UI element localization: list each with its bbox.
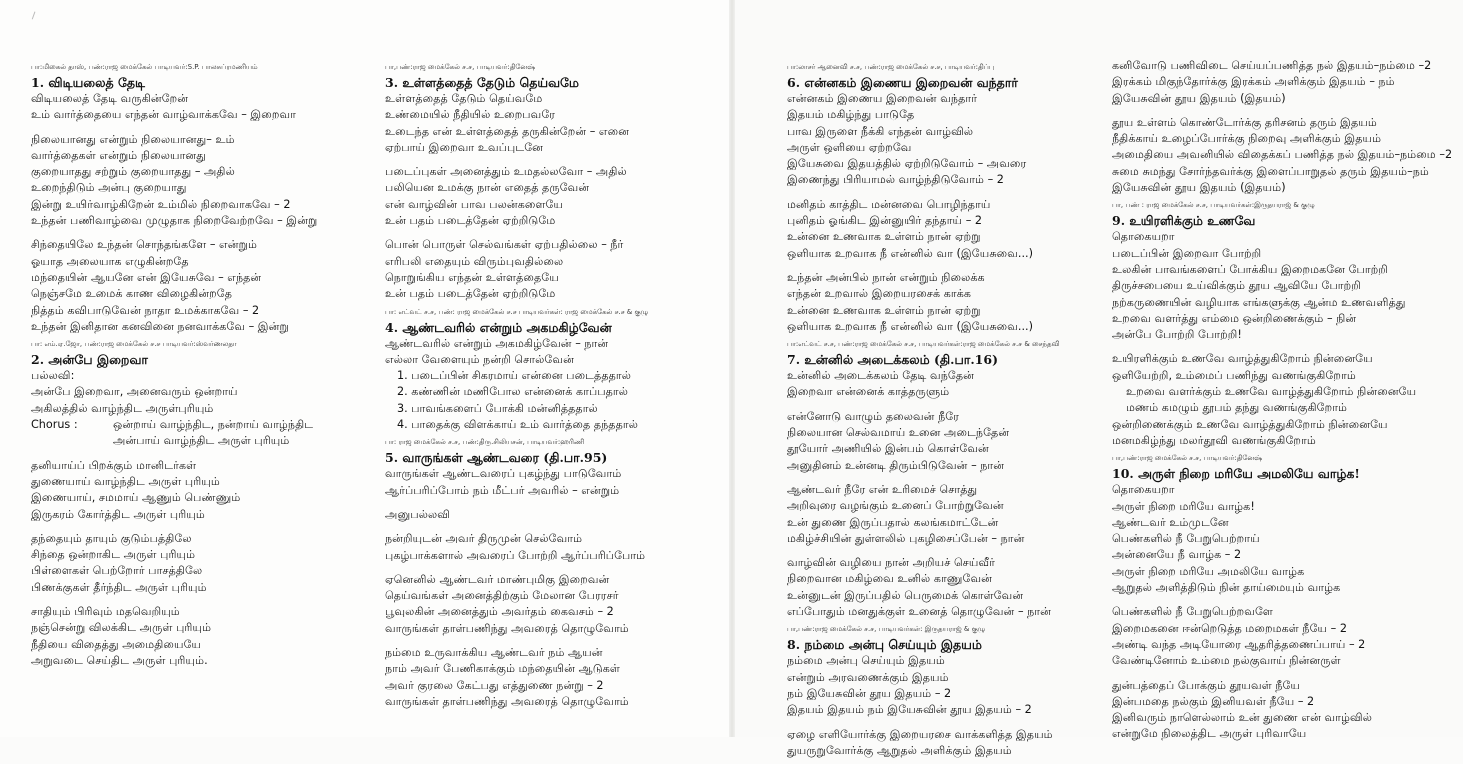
- lyric-line: தூய உள்ளம் கொண்டோர்க்கு தரிசனம் தரும் இதயம்: [1112, 115, 1377, 129]
- numbered-list: [385, 368, 725, 433]
- column-4: [1112, 58, 1460, 748]
- lyric-line: நொறுங்கிய எந்தன் உள்ளத்தையே: [385, 270, 559, 284]
- thogaiyara-label: தொகையறா: [1112, 483, 1175, 497]
- lyric-line: இணையாய், சமமாய் ஆணும் பெண்ணும்: [31, 491, 241, 505]
- lyric-line: ஏற்பாய் இறைவா உவப்புடனே: [385, 140, 544, 154]
- lyric-line: நித்தம் கவிபாடுவேன் நாதா உமக்காகவே – 2: [31, 303, 260, 317]
- lyric-line: பலியென உமக்கு நான் எதைத் தருவேன்: [385, 181, 590, 195]
- lyric-line: மனமகிழ்ந்து மலர்தூவி வணங்குகிறோம்: [1112, 433, 1316, 447]
- lyric-line: எந்தன் உறவால் இறையரசைக் காக்க: [787, 287, 972, 301]
- lyric-line: உறவை வளர்த்து எம்மை ஒன்றிணைக்கும் – நின்: [1112, 311, 1357, 325]
- lyric-line: விடியலைத் தேடி வருகின்றேன்: [31, 92, 189, 105]
- song-lyrics: [31, 450, 371, 670]
- lyric-line: ஒளியேற்றி, உம்மைப் பணிந்து வணங்குகிறோம்: [1112, 368, 1356, 382]
- lyric-line: நெஞ்சமே உமைக் காண விழைகின்றதே: [31, 287, 233, 301]
- lyric-line: அவர் குரலை கேட்பது எத்துணை நன்று – 2: [385, 678, 604, 692]
- pallavi-label: பல்லவி:: [31, 369, 75, 383]
- lyric-line: எல்லா வேளையும் நன்றி சொல்வேன்: [385, 352, 574, 366]
- lyric-line: நிலையான செல்வமாய் உனை அடைந்தேன்: [787, 426, 1010, 440]
- song-lyrics: [787, 653, 1127, 759]
- song-lyrics: [385, 336, 725, 369]
- lyric-line: சுமை சுமந்து சோர்ந்தவர்க்கு இளைப்பாறுதல் தரும் இதயம்–நம்: [1112, 164, 1429, 178]
- song-lyrics: [385, 466, 725, 499]
- lyric-line: சிந்தையிலே உந்தன் சொந்தங்களே – என்றும்: [31, 238, 257, 252]
- stanza-break: [31, 523, 371, 531]
- lyric-line: நம் இயேசுவின் தூய இதயம் – 2: [787, 686, 952, 700]
- song-3: [385, 63, 725, 303]
- song-credit: பா, பண் : ராஜ மைக்கேல் ச.ச, பாடியவர்கள்:இருதயராஜ் & குழு: [1112, 201, 1315, 210]
- lyric-line: மணம் கமழும் தூபம் தந்து வணங்குகிறோம்: [1126, 401, 1348, 415]
- lyric-line: ஒன்றிணைக்கும் உணவே வாழ்த்துகிறோம் நின்னையே: [1112, 417, 1388, 431]
- lyric-line: பிணக்குகள் தீர்ந்திட அருள் புரியும்: [31, 580, 207, 594]
- lyric-line: இணைந்து பிரியாமல் வாழ்ந்திடுவோம் – 2: [787, 173, 1004, 187]
- lyric-line: ஒளியாக உறவாக நீ என்னில் வா (இயேசுவை...): [787, 246, 1033, 260]
- lyric-line: இரக்கம் மிகுந்தோர்க்கு இரக்கம் அளிக்கும் இதயம் – நம்: [1112, 75, 1395, 89]
- lyric-line: உண்மையில் நீதியில் உறைபவரே: [385, 108, 556, 122]
- stanza-break: [385, 637, 725, 645]
- lyric-line: அகிலத்தில் வாழ்ந்திட அருள்புரியும்: [31, 401, 214, 415]
- stanza-break: [787, 547, 1127, 555]
- lyric-line: துயருறுவோர்க்கு ஆறுதல் அளிக்கும் இதயம்: [787, 743, 1012, 757]
- lyric-line: 3. பாவங்களைப் போக்கி மன்னித்ததால்: [397, 401, 598, 415]
- lyric-line: அண்டி வந்த அடியோரை ஆதரித்தணைப்பாய் – 2: [1112, 637, 1366, 651]
- lyric-line: அருள் நிறை மரியே அமலியே வாழ்க: [1112, 564, 1305, 578]
- lyric-line: பெண்களில் நீ பேறுபெற்றவளே: [1112, 605, 1273, 619]
- lyric-line: என்றும் அரவணைக்கும் இதயம்: [787, 670, 949, 684]
- stanza-break: [1112, 107, 1460, 115]
- stanza-break: [1112, 343, 1460, 351]
- lyric-line: ஆண்டவரில் என்றும் அகமகிழ்வேன் – நான்: [385, 336, 609, 350]
- lyric-line: இதயம் மகிழ்ந்து பாடுதே: [787, 108, 915, 122]
- song-5: [385, 438, 725, 710]
- lyric-line: இருகரம் கோர்த்திட அருள் புரியும்: [31, 507, 205, 521]
- song-credit: பா:மிகைல் தாஸ், பண்:ராஜ மைக்கேல் பாடியவர்:S.P. பாலசுப்ரமணியம்: [31, 63, 258, 71]
- lyric-line: மனிதம் காத்திட மன்னவை பொழிந்தாய்: [787, 197, 991, 211]
- stanza-break: [1112, 670, 1460, 678]
- lyric-line: உள்ளத்தைத் தேடும் தெய்வமே: [385, 92, 543, 105]
- song-9: [1112, 201, 1460, 449]
- lyric-line: தந்தையும் தாயும் குடும்பத்திலே: [31, 531, 192, 545]
- stanza-break: [31, 124, 371, 132]
- lyric-line: என் வாழ்வின் பாவ பலன்களையே: [385, 197, 564, 211]
- song-title: 4. ஆண்டவரில் என்றும் அகமகிழ்வேன்: [385, 319, 612, 335]
- lyric-line: பாவ இருளை நீக்கி எந்தன் வாழ்வில்: [787, 124, 974, 138]
- stanza-break: [385, 564, 725, 572]
- song-title: 8. நம்மை அன்பு செய்யும் இதயம்: [787, 637, 982, 653]
- lyric-line: எரிபலி எதையும் விரும்புவதில்லை: [385, 254, 564, 268]
- lyric-line: இன்பமதை நல்கும் இனியவள் நீயே – 2: [1112, 694, 1315, 708]
- song-6: [787, 63, 1127, 335]
- chorus-label: Chorus :: [31, 418, 78, 432]
- song-2: [31, 340, 371, 669]
- lyric-line: உன் துணை இருப்பதால் கலங்கமாட்டேன்: [787, 515, 999, 529]
- song-lyrics: [31, 384, 371, 417]
- song-credit: பா,பண்:ராஜ மைக்கேல் ச.ச, பாடியவர்:தினேஷ்: [1112, 454, 1263, 463]
- lyric-line: மந்தையின் ஆயனே என் இயேசுவே – எந்தன்: [31, 270, 262, 284]
- lyric-line: இயேசுவின் தூய இதயம் (இதயம்): [1112, 181, 1286, 195]
- lyric-line: கனிவோடு பணிவிடை செய்யப்பணித்த நல் இதயம்–நம்மை –2: [1112, 59, 1432, 72]
- song-8-continued: [1112, 58, 1460, 196]
- song-credit: பா: எட்வட் ச.ச, பண்: ராஜ மைக்கேல் ச.ச பாடியவர்கள்: ராஜ மைக்கேல் ச.ச & குழு: [385, 307, 649, 316]
- lyric-line: நிலையானது என்றும் நிலையானது– உம்: [31, 132, 235, 146]
- lyric-line: படைப்பின் இறைவா போற்றி: [1112, 246, 1262, 260]
- stanza-break: [787, 401, 1127, 409]
- song-title: 9. உயிரளிக்கும் உணவே: [1112, 213, 1256, 229]
- lyric-line: உறைந்திடும் அன்பு குறையாது: [31, 181, 187, 195]
- lyric-line: துணையாய் வாழ்ந்திட அருள் புரியும்: [31, 474, 220, 488]
- chorus-line: அன்பாய் வாழ்ந்திட அருள் புரியும்: [113, 434, 290, 448]
- lyric-line: இயேசுவின் தூய இதயம் (இதயம்): [1112, 91, 1286, 105]
- lyric-line: 2. கண்ணின் மணிபோல என்னைக் காப்பதால்: [397, 385, 629, 399]
- lyric-line: அருள் ஒளியை ஏற்றவே: [787, 140, 912, 154]
- lyric-line: இதயம் இதயம் நம் இயேசுவின் தூய இதயம் – 2: [787, 703, 1032, 717]
- lyric-line: உன் பதம் படைத்தேன் ஏற்றிடுமே: [385, 287, 556, 301]
- stanza-break: [31, 596, 371, 604]
- lyric-line: உந்தன் இனிதான கனவினை நனவாக்கவே – இன்று: [31, 319, 289, 333]
- song-title: 10. அருள் நிறை மரியே அமலியே வாழ்க!: [1112, 466, 1360, 482]
- lyric-line: துன்பத்தைப் போக்கும் தூயவள் நீயே: [1112, 678, 1301, 692]
- lyric-line: பொன் பொருள் செல்வங்கள் ஏற்பதில்லை – நீர்: [385, 238, 624, 252]
- lyric-line: வார்த்தைகள் என்றும் நிலையானது: [31, 148, 206, 162]
- lyric-line: உன் பதம் படைத்தேன் ஏற்றிடுமே: [385, 214, 556, 228]
- lyric-line: பூவுலகின் அனைத்தும் அவர்தம் கைவசம் – 2: [385, 605, 614, 619]
- stanza-break: [787, 262, 1127, 270]
- lyric-line: நற்கருணையின் வழியாக எங்களுக்கு ஆன்ம உணவளித்து: [1112, 295, 1406, 309]
- lyric-line: புனிதம் ஓங்கிட இன்னுயிர் தந்தாய் – 2: [787, 214, 982, 228]
- thogaiyara-label: தொகையறா: [1112, 230, 1175, 244]
- lyric-line: நம்மை அன்பு செய்யும் இதயம்: [787, 654, 945, 668]
- lyric-line: தெய்வங்கள் அனைத்திற்கும் மேலான பேரரசர்: [385, 589, 619, 603]
- song-4: [385, 308, 725, 434]
- lyric-line: சிந்தை ஒன்றாகிட அருள் புரியும்: [31, 548, 196, 562]
- lyric-line: வாழ்வின் வழியை நான் அறியச் செய்வீர்: [787, 556, 996, 570]
- page-gutter: [729, 0, 735, 737]
- song-credit: பா,பண்:ராஜ மைக்கேல் ச.ச, பாடியவர்:தினேஷ்: [385, 63, 536, 71]
- lyric-line: மகிழ்ச்சியின் துள்ளலில் புகழிசைப்பேன் – நான்: [787, 531, 1025, 545]
- column-1: [31, 60, 371, 674]
- lyric-line: உந்தன் பணிவாழ்வை முழுதாக நிறைவேற்றவே – இன்று: [31, 214, 318, 228]
- lyric-line: அன்னையே நீ வாழ்க – 2: [1112, 548, 1242, 562]
- lyric-line: உலகின் பாவங்களைப் போக்கிய இறைமகனே போற்றி: [1112, 262, 1388, 276]
- lyric-line: நாம் அவர் பேணிகாக்கும் மந்தையின் ஆடுகள்: [385, 662, 620, 676]
- song-title: 2. அன்பே இறைவா: [31, 352, 148, 368]
- lyric-line: இனிவரும் நாளெல்லாம் உன் துணை என் வாழ்வில்: [1112, 711, 1373, 725]
- song-1: [31, 63, 371, 335]
- stanza-break: [1112, 596, 1460, 604]
- song-title: 6. என்னகம் இணைய இறைவன் வந்தார்: [787, 75, 1018, 90]
- lyric-line: வாருங்கள் தாள்பணிந்து அவரைத் தொழுவோம்: [385, 621, 629, 635]
- lyric-line: என்னோடு வாழும் தலைவன் நீரே: [787, 409, 959, 423]
- song-title: 7. உன்னில் அடைக்கலம் (தி.பா.16): [787, 352, 998, 368]
- lyric-line: உம் வார்த்தையை எந்தன் வாழ்வாக்கவே – இறைவா: [31, 108, 297, 122]
- lyric-line: உந்தன் அன்பில் நான் என்றும் நிலைக்க: [787, 270, 985, 284]
- lyric-line: நீதிக்காய் உழைப்போர்க்கு நிறைவு அளிக்கும் இதயம்: [1112, 132, 1382, 146]
- column-3: [787, 60, 1127, 764]
- lyric-line: ஆறுதல் அளித்திடும் நின் தாய்மையும் வாழ்க: [1112, 581, 1341, 595]
- anupallavi-label: அனுபல்லவி: [385, 507, 451, 521]
- lyric-line: சாதியும் பிரிவும் மதவெறியும்: [31, 605, 180, 619]
- lyric-line: அருள் நிறை மரியே வாழ்க!: [1112, 499, 1255, 513]
- lyric-line: அறிவுரை வழங்கும் உனைப் போற்றுவேன்: [787, 499, 1004, 513]
- stanza-break: [31, 450, 371, 458]
- chorus-line: ஒன்றாய் வாழ்ந்திட, நன்றாய் வாழ்ந்திட: [113, 418, 314, 432]
- lyric-line: ஒளியாக உறவாக நீ என்னில் வா (இயேசுவை...): [787, 319, 1033, 333]
- song-lyrics: [385, 91, 725, 303]
- song-credit: பா: எம்.ஏ.ஜோ, பண்:ராஜ மைக்கேல் ச.ச பாடியவர்:ஸ்வர்ணலதா: [31, 340, 237, 349]
- lyric-line: ஓயாத அலையாக எழுகின்றதே: [31, 254, 189, 268]
- lyric-line: உன்னுடன் இருப்பதில் பெருமைக் கொள்வேன்: [787, 588, 1024, 602]
- song-credit: பா,பண்:ராஜ மைக்கேல் ச.ச, பாடியவர்கள்: இருதயராஜ் & குழு: [787, 625, 986, 634]
- lyric-line: இன்று உயிர்வாழ்கிறேன் உம்மில் நிறைவாகவே – 2: [31, 197, 291, 211]
- song-lyrics: [385, 531, 725, 710]
- lyric-line: ஆண்டவர் நீரே என் உரிமைச் சொத்து: [787, 482, 978, 496]
- song-title: 3. உள்ளத்தைத் தேடும் தெய்வமே: [385, 75, 579, 90]
- lyric-line: புகழ்பாக்களால் அவரைப் போற்றி ஆர்ப்பரிப்போம்: [385, 548, 646, 562]
- lyric-line: நன்றியுடன் அவர் திருமுன் செல்வோம்: [385, 532, 583, 546]
- lyric-line: 1. படைப்பின் சிகரமாய் என்னை படைத்ததால்: [397, 369, 632, 383]
- lyric-line: அன்பே போற்றி போற்றி!: [1112, 328, 1242, 342]
- song-lyrics: [1112, 58, 1460, 196]
- lyric-line: திருச்சபையை உய்விக்கும் தூய ஆவியே போற்றி: [1112, 279, 1361, 293]
- song-credit: பா: ராஜ மைக்கேல் ச.ச, பண்:திரு.சிலியசன், பாடியவர்:ஹரிணி: [385, 438, 585, 447]
- song-lyrics: [31, 91, 371, 335]
- lyric-line: உயிரளிக்கும் உணவே வாழ்த்துகிறோம் நின்னையே: [1112, 352, 1373, 366]
- lyric-line: 4. பாதைக்கு விளக்காய் உம் வார்த்தை தந்ததால்: [397, 418, 638, 432]
- stanza-break: [385, 156, 725, 164]
- stanza-break: [787, 719, 1127, 727]
- song-title: 1. விடியலைத் தேடி: [31, 75, 145, 90]
- column-2: [385, 60, 725, 715]
- song-7: [787, 340, 1127, 620]
- lyric-line: நம்மை உருவாக்கிய ஆண்டவர் நம் ஆயன்: [385, 646, 603, 660]
- lyric-line: இறைமகனை ஈன்றெடுத்த மறைமகள் நீயே – 2: [1112, 621, 1347, 635]
- lyric-line: ஏழை எளியோர்க்கு இறையரசை வாக்களித்த இதயம்: [787, 727, 1053, 741]
- lyric-line: தனியாய்ப் பிறக்கும் மானிடர்கள்: [31, 458, 197, 472]
- stanza-break: [385, 229, 725, 237]
- lyric-line: ஏனெனில் ஆண்டவர் மாண்புமிகு இறைவன்: [385, 572, 610, 586]
- lyric-line: அறுவடை செய்திட அருள் புரியும்.: [31, 653, 208, 667]
- lyric-line: பிள்ளைகள் பெற்றோர் பாசத்திலே: [31, 564, 203, 578]
- lyric-line: குறையாதது சற்றும் குறையாதது – அதில்: [31, 165, 235, 179]
- lyric-line: உறவை வளர்க்கும் உணவே வாழ்த்துகிறோம் நின்னையே: [1126, 385, 1417, 399]
- song-credit: பா:லாசர் ஆனைவி ச.ச, பண்:ராஜ மைக்கேல் ச.ச, பாடியவர்:திப்பு: [787, 63, 995, 71]
- lyric-line: அனுதினம் உன்னடி திரும்பிடுவேன் – நான்: [787, 458, 1005, 472]
- lyric-line: இறைவா என்னைக் காத்தருளும்: [787, 385, 950, 399]
- lyric-line: படைப்புகள் அனைத்தும் உமதல்லவோ – அதில்: [385, 165, 627, 179]
- lyric-line: ஆர்ப்பரிப்போம் நம் மீட்பர் அவரில் – என்றும்: [385, 483, 620, 497]
- lyric-line: ஆண்டவர் உம்முடனே: [1112, 515, 1229, 529]
- song-title: 5. வாருங்கள் ஆண்டவரை (தி.பா.95): [385, 450, 608, 466]
- stanza-break: [787, 189, 1127, 197]
- lyric-line: என்றுமே நிலைத்திட அருள் புரிவாயே: [1112, 727, 1307, 741]
- song-lyrics: [1112, 499, 1460, 743]
- lyric-line: வாருங்கள் தாள்பணிந்து அவரைத் தொழுவோம்: [385, 694, 629, 708]
- chorus: [31, 417, 371, 433]
- lyric-line: வேண்டினோம் உம்மை நல்குவாய் நின்னருள்: [1112, 654, 1341, 668]
- lyric-line: உன்னை உணவாக உள்ளம் நான் ஏற்று: [787, 230, 981, 244]
- lyric-line: நஞ்சென்று விலக்கிட அருள் புரியும்: [31, 621, 212, 635]
- lyric-line: உன்னை உணவாக உள்ளம் நான் ஏற்று: [787, 303, 981, 317]
- lyric-line: அமைதியை அவனியில் விதைக்கப் பணித்த நல் இதயம்–நம்மை –2: [1112, 148, 1453, 162]
- lyric-line: எப்போதும் மனதுக்குள் உனைத் தொழுவேன் – நான்: [787, 605, 1051, 619]
- lyric-line: உன்னில் அடைக்கலம் தேடி வந்தேன்: [787, 369, 974, 383]
- lyric-line: அன்பே இறைவா, அனைவரும் ஒன்றாய்: [31, 385, 238, 399]
- stanza-break: [31, 229, 371, 237]
- song-lyrics-indented: [1112, 384, 1460, 417]
- lyric-line: நிறைவான மகிழ்வை உனில் காணுவேன்: [787, 572, 993, 586]
- lyric-line: நீதியை விதைத்து அமைதியையே: [31, 637, 202, 651]
- song-10: [1112, 454, 1460, 742]
- song-lyrics: [1112, 246, 1460, 384]
- lyric-line: உடைந்த என் உள்ளத்தைத் தருகின்றேன் – எனை: [385, 124, 630, 138]
- song-lyrics: [1112, 417, 1460, 450]
- song-lyrics: [787, 91, 1127, 335]
- lyric-line: தூயோர் அணியில் இன்பம் கொள்வேன்: [787, 442, 989, 456]
- stanza-break: [787, 474, 1127, 482]
- lyric-line: பெண்களில் நீ பேறுபெற்றாய்: [1112, 532, 1260, 546]
- lyric-line: வாருங்கள் ஆண்டவரைப் புகழ்ந்து பாடுவோம்: [385, 467, 622, 481]
- lyric-line: இயேசுவை இதயத்தில் ஏற்றிடுவோம் – அவரை: [787, 157, 1027, 171]
- lyric-line: என்னகம் இணைய இறைவன் வந்தார்: [787, 92, 978, 105]
- song-lyrics: [787, 368, 1127, 620]
- song-8: [787, 625, 1127, 759]
- song-credit: பா:எட்வட் ச.ச, பண்:ராஜ மைக்கேல் ச.ச, பாடியவர்கள்:ராஜ மைக்கேல் ச.ச & சைந்தவி: [787, 340, 1060, 349]
